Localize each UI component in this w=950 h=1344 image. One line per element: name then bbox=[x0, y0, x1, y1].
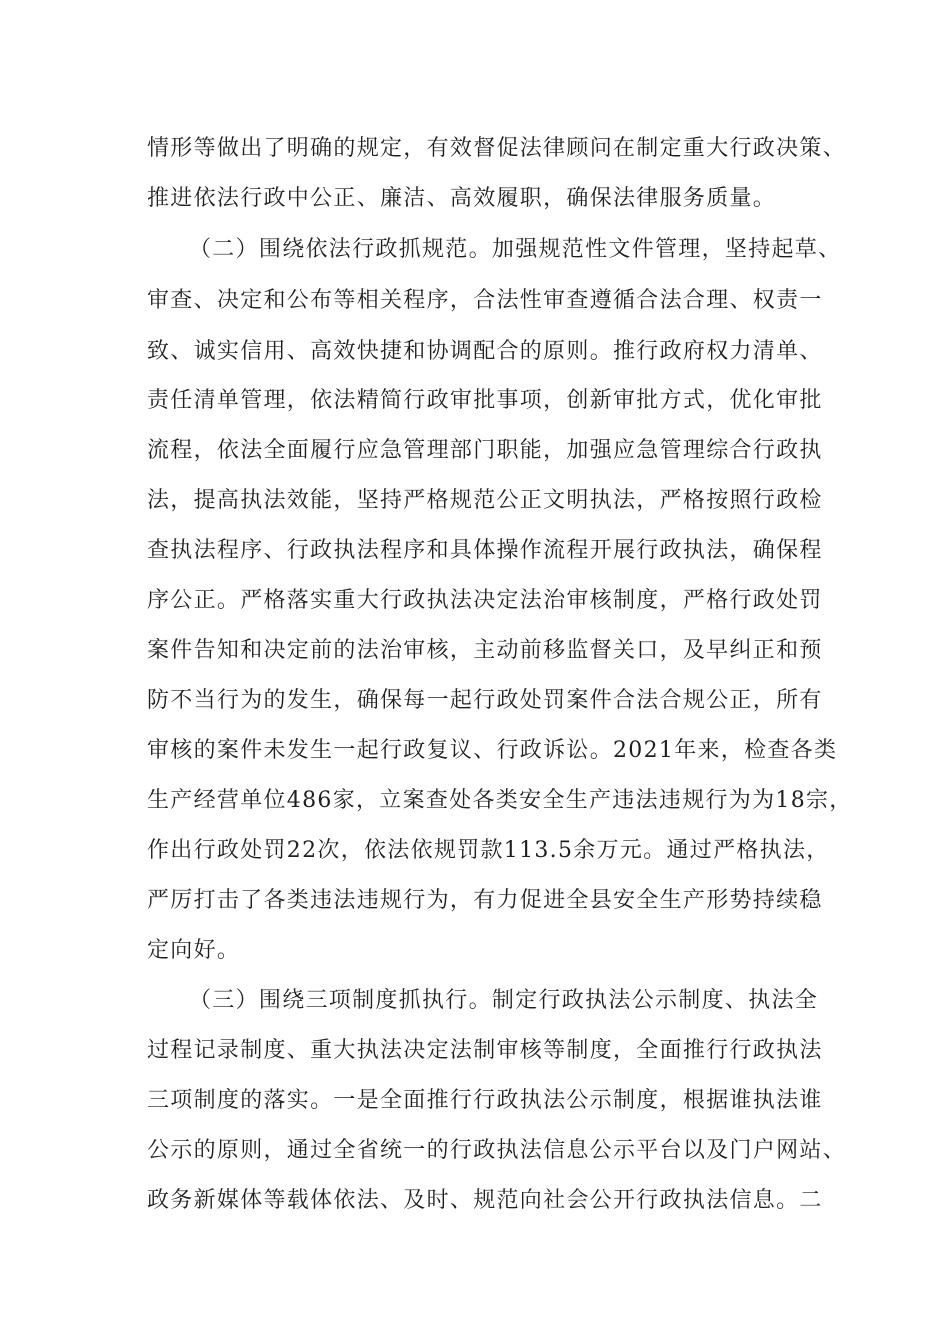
text-line: 政务新媒体等载体依法、及时、规范向社会公开行政执法信息。二 bbox=[147, 1188, 823, 1213]
text-line: 流程，依法全面履行应急管理部门职能，加强应急管理综合行政执 bbox=[147, 438, 823, 463]
text-line: 推进依法行政中公正、廉洁、高效履职，确保法律服务质量。 bbox=[147, 186, 777, 211]
text-line: 防不当行为的发生，确保每一起行政处罚案件合法合规公正，所有 bbox=[147, 688, 823, 713]
text-line: 审核的案件未发生一起行政复议、行政诉讼。2021年来，检查各类 bbox=[147, 738, 838, 763]
text-line: 致、诚实信用、高效快捷和协调配合的原则。推行政府权力清单、 bbox=[147, 339, 823, 364]
text-line: 严厉打击了各类违法违规行为，有力促进全县安全生产形势持续稳 bbox=[147, 888, 823, 913]
text-line: 责任清单管理，依法精简行政审批事项，创新审批方式，优化审批 bbox=[147, 388, 823, 413]
text-line: 作出行政处罚22次，依法依规罚款113.5余万元。通过严格执法， bbox=[147, 838, 830, 863]
text-line: 生产经营单位486家，立案查处各类安全生产违法违规行为为18宗， bbox=[147, 788, 853, 813]
text-line: 情形等做出了明确的规定，有效督促法律顾问在制定重大行政决策、 bbox=[147, 136, 847, 161]
text-line: 案件告知和决定前的法治审核，主动前移监督关口，及早纠正和预 bbox=[147, 638, 823, 663]
text-line: 查执法程序、行政执法程序和具体操作流程开展行政执法，确保程 bbox=[147, 538, 823, 563]
text-line: 审查、决定和公布等相关程序，合法性审查遵循合法合理、权责一 bbox=[147, 288, 823, 313]
text-line: 序公正。严格落实重大行政执法决定法治审核制度，严格行政处罚 bbox=[147, 588, 823, 613]
section-heading-line: （三）围绕三项制度抓执行。制定行政执法公示制度、执法全 bbox=[189, 988, 819, 1013]
text-line: 定向好。 bbox=[147, 938, 241, 963]
section-heading-line: （二）围绕依法行政抓规范。加强规范性文件管理，坚持起草、 bbox=[189, 237, 842, 262]
text-line: 过程记录制度、重大执法决定法制审核等制度，全面推行行政执法 bbox=[147, 1038, 823, 1063]
text-line: 公示的原则，通过全省统一的行政执法信息公示平台以及门户网站、 bbox=[147, 1138, 847, 1163]
text-line: 法，提高执法效能，坚持严格规范公正文明执法，严格按照行政检 bbox=[147, 488, 823, 513]
text-line: 三项制度的落实。一是全面推行行政执法公示制度，根据谁执法谁 bbox=[147, 1088, 823, 1113]
